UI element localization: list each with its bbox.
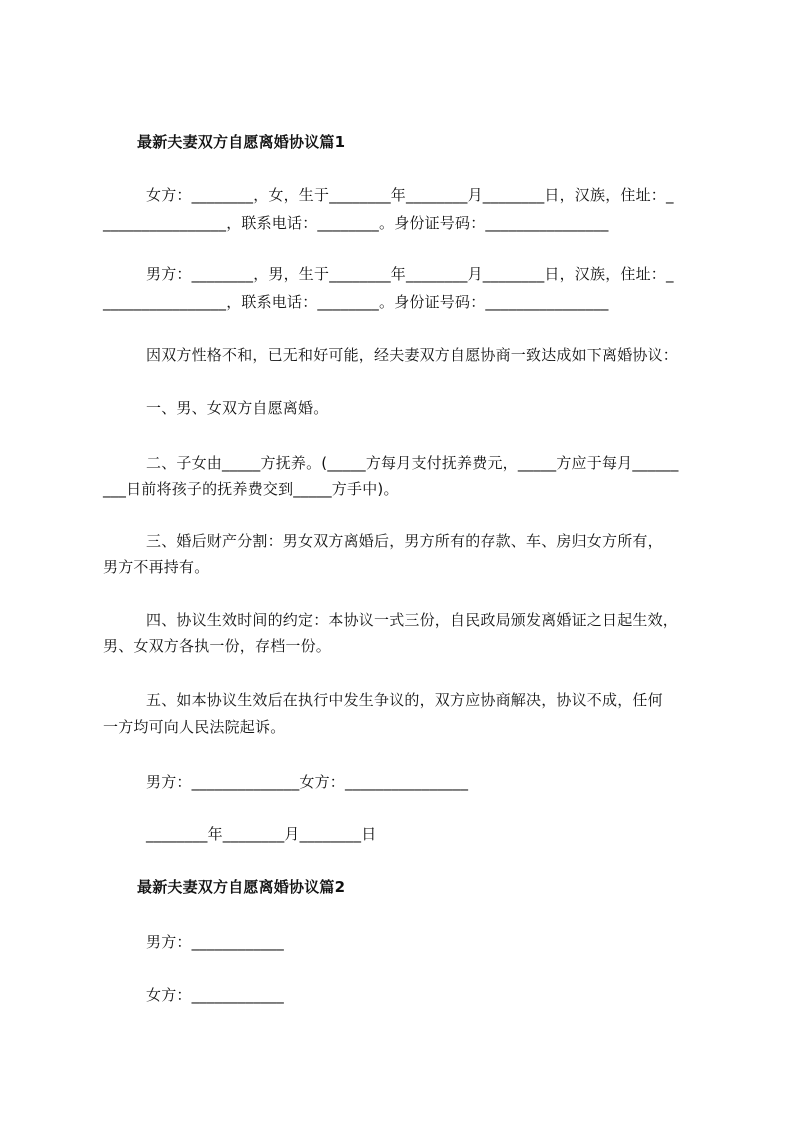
section2-female-field: 女方：____________: [146, 986, 285, 1004]
male-info-line1: 男方：________，男，生于________年________月________日，汉族，住址：_: [146, 265, 674, 283]
clause-3-line1: 三、婚后财产分割：男女双方离婚后，男方所有的存款、车、房归女方所有，: [146, 532, 663, 550]
clause-3-line2: 男方不再持有。: [103, 558, 210, 576]
section2-male-field: 男方：____________: [146, 933, 285, 951]
clause-5-line2: 一方均可向人民法院起诉。: [103, 718, 286, 736]
male-info-line2: ________________，联系电话：________。身份证号码：________________: [103, 293, 609, 311]
clause-5-line1: 五、如本协议生效后在执行中发生争议的，双方应协商解决，协议不成，任何: [146, 691, 663, 709]
female-info-line1: 女方：________，女，生于________年________月________日，汉族，住址：_: [146, 186, 674, 204]
clause-4-line1: 四、协议生效时间的约定：本协议一式三份，自民政局颁发离婚证之日起生效，: [146, 611, 679, 629]
section2-title: 最新夫妻双方自愿离婚协议篇2: [137, 878, 346, 896]
clause-2-line2: ___日前将孩子的抚养费交到_____方手中)。: [103, 480, 399, 498]
clause-1: 一、男、女双方自愿离婚。: [146, 399, 329, 417]
clause-2-line1: 二、子女由_____方抚养。(_____方每月支付抚养费元，_____方应于每月______: [146, 454, 679, 472]
signature-line: 男方：______________女方：________________: [146, 773, 469, 791]
intro-paragraph: 因双方性格不和，已无和好可能，经夫妻双方自愿协商一致达成如下离婚协议：: [146, 346, 679, 364]
female-info-line2: ________________，联系电话：________。身份证号码：________________: [103, 214, 609, 232]
date-line: ________年________月________日: [146, 825, 377, 843]
clause-4-line2: 男、女双方各执一份，存档一份。: [103, 637, 332, 655]
section1-title: 最新夫妻双方自愿离婚协议篇1: [137, 133, 346, 151]
